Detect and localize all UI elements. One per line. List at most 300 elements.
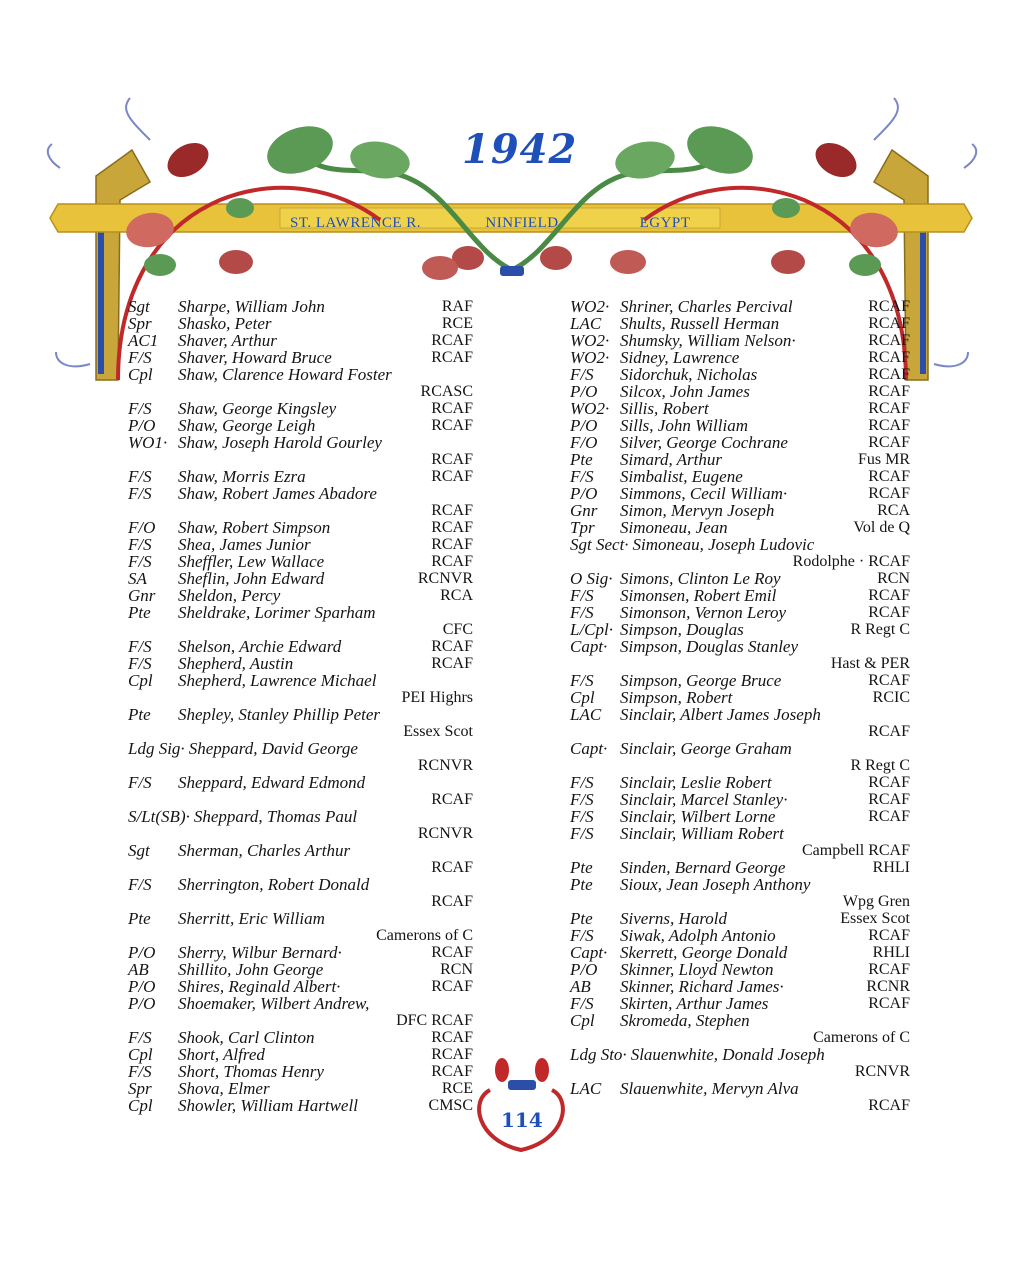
unit-continuation [128,621,473,638]
roll-entry [570,519,910,536]
rank: P/O [570,416,598,435]
roll-entry [570,638,910,655]
roll-entry [128,944,473,961]
unit: CMSC [428,1097,473,1114]
rank: Pte [128,705,151,724]
rank: F/S [570,773,594,792]
unit-continuation [128,1012,473,1029]
roll-entry [128,978,473,995]
roll-entry [570,298,910,315]
unit-continuation [128,893,473,910]
roll-entry [570,485,910,502]
rank: Capt· [570,739,608,758]
roll-entry [570,876,910,893]
rank: Gnr [128,586,156,605]
person-name: Simon, Mervyn Joseph [620,501,775,520]
person-name: Shepley, Stanley Phillip Peter [178,705,381,724]
roll-entry [128,332,473,349]
unit-continuation [570,1063,910,1080]
page-number: 114 [501,1108,543,1132]
unit: Camerons of C [376,927,473,944]
roll-entry [570,927,910,944]
person-name: Sinden, Bernard George [620,858,786,877]
rank: WO2· [570,331,610,350]
blue-tendril [874,98,898,140]
rank: O Sig· [570,569,613,588]
unit: RCN [877,570,910,587]
rank: F/S [128,535,152,554]
unit: RCAF [868,383,910,400]
unit: RCAF [868,995,910,1012]
rank: Sgt [128,841,150,860]
person-name: Shova, Elmer [178,1079,270,1098]
unit-continuation [128,825,473,842]
rank: Sgt Sect· [570,535,629,554]
unit: RCNVR [417,757,473,774]
unit: RCAF [868,808,910,825]
unit: Vol de Q [853,519,910,536]
roll-entry [570,621,910,638]
names-column-right [570,298,910,1114]
unit: RCAF [868,434,910,451]
rank: AB [128,960,149,979]
unit: RCAF [431,468,473,485]
person-name: Sheldrake, Lorimer Sparham [178,603,376,622]
person-name: Slauenwhite, Mervyn Alva [620,1079,799,1098]
unit-continuation [570,893,910,910]
person-name: Silcox, John James [620,382,750,401]
rank: Tpr [570,518,595,537]
blue-tendril [934,352,968,366]
person-name: Shasko, Peter [178,314,272,333]
roll-entry [570,706,910,723]
names-column-left [128,298,473,1114]
unit: RCA [877,502,910,519]
roll-entry [128,740,473,757]
unit: RHLI [872,944,910,961]
unit: RCAF [431,655,473,672]
person-name: Simard, Arthur [620,450,723,469]
unit-continuation [570,723,910,740]
unit: RCAF [868,315,910,332]
unit: RCAF [431,893,473,910]
roll-entry [128,536,473,553]
roll-entry [570,587,910,604]
rank: LAC [570,705,602,724]
person-name: Sheppard, Thomas Paul [193,807,358,826]
roll-entry [570,1046,910,1063]
person-name: Sidney, Lawrence [620,348,740,367]
person-name: Shillito, John George [178,960,324,979]
unit: RCAF [868,604,910,621]
rank: Spr [128,1079,152,1098]
green-leaf [226,198,254,218]
banner-text-1: ST. LAWRENCE R. [290,215,422,231]
person-name: Shaw, Robert Simpson [178,518,331,537]
roll-entry [570,570,910,587]
unit-continuation [128,689,473,706]
roll-entry [570,417,910,434]
roll-entry [570,825,910,842]
rank: F/S [128,1062,152,1081]
roll-entry [128,842,473,859]
unit: Fus MR [857,451,910,468]
person-name: Simbalist, Eugene [620,467,743,486]
unit: RCNVR [417,825,473,842]
person-name: Sills, John William [620,416,748,435]
person-name: Simpson, George Bruce [620,671,782,690]
person-name: Sioux, Jean Joseph Anthony [620,875,811,894]
person-name: Siverns, Harold [620,909,728,928]
unit-continuation [570,842,910,859]
unit-continuation [570,655,910,672]
rank: WO2· [570,297,610,316]
unit: RCIC [872,689,910,706]
rank: L/Cpl· [570,620,613,639]
roll-entry [128,434,473,451]
person-name: Sillis, Robert [620,399,709,418]
person-name: Sheldon, Percy [178,586,281,605]
roll-entry [128,808,473,825]
red-leaf [161,136,214,184]
roll-entry [128,1080,473,1097]
roll-entry [570,315,910,332]
red-leaf [219,250,253,274]
person-name: Short, Thomas Henry [178,1062,324,1081]
roll-entry [570,791,910,808]
roll-entry [570,1012,910,1029]
rank: F/S [128,1028,152,1047]
rank: F/S [128,552,152,571]
unit: Campbell RCAF [801,842,910,859]
person-name: Sherritt, Eric William [178,909,325,928]
unit: RCAF [431,859,473,876]
unit: RCAF [868,927,910,944]
rank: WO2· [570,399,610,418]
roll-entry [570,536,910,553]
roll-entry [570,944,910,961]
person-name: Shaw, George Kingsley [178,399,337,418]
roll-entry [128,774,473,791]
roll-entry [570,604,910,621]
rank: F/S [128,484,152,503]
rank: F/S [128,467,152,486]
person-name: Sinclair, Leslie Robert [620,773,772,792]
person-name: Sheppard, David George [188,739,358,758]
roll-entry [128,961,473,978]
unit-continuation [128,502,473,519]
roll-entry [128,553,473,570]
rank: AB [570,977,591,996]
roll-entry [128,570,473,587]
rank: SA [128,569,147,588]
rank: Pte [128,603,151,622]
unit: RCE [441,1080,473,1097]
roll-entry [128,1063,473,1080]
rank: F/S [570,603,594,622]
unit: RCAF [868,723,910,740]
rank: F/S [570,586,594,605]
roll-entry [570,468,910,485]
unit: RCAF [868,672,910,689]
person-name: Sidorchuk, Nicholas [620,365,758,384]
person-name: Simpson, Douglas [620,620,744,639]
rank: F/S [128,637,152,656]
person-name: Shook, Carl Clinton [178,1028,315,1047]
unit-continuation [128,723,473,740]
person-name: Shaver, Howard Bruce [178,348,332,367]
person-name: Shepherd, Austin [178,654,294,673]
person-name: Shires, Reginald Albert· [178,977,341,996]
unit: RCNR [866,978,910,995]
roll-entry [570,740,910,757]
unit: RCAF [868,485,910,502]
rank: P/O [570,484,598,503]
banner-text-2: NINFIELD [485,215,559,231]
rank: Spr [128,314,152,333]
red-leaf [540,246,572,270]
person-name: Shriner, Charles Percival [620,297,793,316]
person-name: Simmons, Cecil William· [620,484,788,503]
blue-tendril [964,144,976,168]
roll-entry [128,638,473,655]
unit-continuation [570,1097,910,1114]
person-name: Sheflin, John Edward [178,569,325,588]
unit: RCN [440,961,473,978]
rank: AC1 [128,331,159,350]
red-leaf [495,1058,509,1082]
roll-entry [128,995,473,1012]
unit: RCAF [431,791,473,808]
unit: RCAF [431,536,473,553]
unit-continuation [128,451,473,468]
person-name: Sinclair, Wilbert Lorne [620,807,776,826]
green-leaf [772,198,800,218]
roll-entry [128,587,473,604]
rank: F/S [128,654,152,673]
roll-entry [128,706,473,723]
rank: F/S [570,467,594,486]
person-name: Simons, Clinton Le Roy [620,569,781,588]
unit: RCAF [431,944,473,961]
unit: RCAF [431,1046,473,1063]
roll-entry [128,298,473,315]
rank: F/S [570,926,594,945]
person-name: Simpson, Robert [620,688,733,707]
person-name: Skinner, Richard James· [620,977,784,996]
person-name: Shaw, George Leigh [178,416,316,435]
unit: RCAF [868,366,910,383]
unit-continuation [570,1029,910,1046]
roll-entry [128,468,473,485]
unit: RCAF [868,349,910,366]
person-name: Simpson, Douglas Stanley [620,637,799,656]
roll-entry [128,519,473,536]
person-name: Silver, George Cochrane [620,433,788,452]
roll-entry [128,315,473,332]
unit: Essex Scot [840,910,910,927]
person-name: Simonsen, Robert Emil [620,586,777,605]
red-leaf [610,250,646,274]
vine-knot [500,266,524,276]
unit: RCAF [868,298,910,315]
banner-text-3: EGYPT [639,215,691,231]
unit: RCAF [431,1029,473,1046]
unit-continuation [128,927,473,944]
roll-entry [128,417,473,434]
rank: Ldg Sig· [128,739,185,758]
unit: PEI Highrs [401,689,473,706]
roll-entry [570,332,910,349]
roll-entry [128,655,473,672]
unit: RCNVR [417,570,473,587]
unit: RCAF [431,1063,473,1080]
roll-entry [128,876,473,893]
green-leaf [144,254,176,276]
rank: F/S [570,365,594,384]
rank: F/S [128,875,152,894]
rank: Pte [570,909,593,928]
roll-entry [570,434,910,451]
rank: Sgt [128,297,150,316]
unit: RCNVR [854,1063,910,1080]
roll-entry [128,485,473,502]
rank: F/S [570,994,594,1013]
person-name: Shaw, Clarence Howard Foster [178,365,392,384]
rank: Pte [570,875,593,894]
unit: RCA [440,587,473,604]
person-name: Skirten, Arthur James [620,994,769,1013]
roll-entry [570,366,910,383]
unit: RHLI [872,859,910,876]
unit: RCAF [431,553,473,570]
unit-continuation [128,383,473,400]
unit-continuation [128,757,473,774]
unit: Wpg Gren [842,893,910,910]
roll-entry [128,910,473,927]
unit: RCAF [431,519,473,536]
rank: F/O [128,518,156,537]
unit: RCAF [868,774,910,791]
unit: RCAF [868,332,910,349]
rank: F/S [128,348,152,367]
unit: RCAF [868,468,910,485]
unit: Camerons of C [813,1029,910,1046]
person-name: Shea, James Junior [178,535,311,554]
roll-entry [570,383,910,400]
unit: RCAF [431,349,473,366]
unit: DFC RCAF [396,1012,473,1029]
person-name: Siwak, Adolph Antonio [620,926,776,945]
roll-entry [570,961,910,978]
roll-entry [570,808,910,825]
rank: Capt· [570,943,608,962]
rank: P/O [128,977,156,996]
roll-entry [570,451,910,468]
person-name: Skinner, Lloyd Newton [620,960,774,979]
rank: LAC [570,1079,602,1098]
rank: F/S [128,773,152,792]
rank: F/S [570,671,594,690]
rank: Cpl [128,1045,153,1064]
roll-entry [128,672,473,689]
unit: RCAF [868,400,910,417]
person-name: Skerrett, George Donald [620,943,788,962]
unit: RCAF [868,961,910,978]
roll-entry [570,1080,910,1097]
person-name: Shaver, Arthur [178,331,277,350]
unit: RCAF [431,451,473,468]
red-leaf [809,136,862,184]
rank: Pte [570,858,593,877]
person-name: Shaw, Robert James Abadore [178,484,377,503]
unit: RCAF [431,332,473,349]
unit: CFC [442,621,473,638]
rank: Gnr [570,501,598,520]
person-name: Showler, William Hartwell [178,1096,358,1115]
person-name: Shults, Russell Herman [620,314,780,333]
rank: F/O [570,433,598,452]
unit: Hast & PER [830,655,910,672]
person-name: Slauenwhite, Donald Joseph [630,1045,825,1064]
person-name: Simoneau, Jean [620,518,728,537]
rank: Cpl [128,365,153,384]
rank: Cpl [570,688,595,707]
person-name: Shaw, Morris Ezra [178,467,306,486]
person-name: Skromeda, Stephen [620,1011,750,1030]
roll-entry [570,910,910,927]
unit-continuation [570,553,910,570]
person-name: Sherry, Wilbur Bernard· [178,943,342,962]
rank: F/S [570,824,594,843]
red-leaf [771,250,805,274]
unit: RAF [441,298,473,315]
person-name: Shumsky, William Nelson· [620,331,796,350]
person-name: Sherman, Charles Arthur [178,841,351,860]
rank: Cpl [128,671,153,690]
unit: RCAF [868,417,910,434]
roll-entry [570,689,910,706]
unit: RCAF [868,587,910,604]
person-name: Shoemaker, Wilbert Andrew, [178,994,370,1013]
person-name: Simoneau, Joseph Ludovic [632,535,815,554]
rank: Ldg Sto· [570,1045,627,1064]
roll-entry [570,672,910,689]
roll-entry [128,1097,473,1114]
roll-entry [128,349,473,366]
roll-entry [570,774,910,791]
rank: P/O [128,994,156,1013]
rank: Pte [570,450,593,469]
person-name: Sinclair, Albert James Joseph [620,705,821,724]
roll-entry [570,400,910,417]
unit: R Regt C [850,757,910,774]
roll-entry [128,1029,473,1046]
unit: RCAF [868,1097,910,1114]
person-name: Shepherd, Lawrence Michael [178,671,377,690]
unit: RCAF [431,638,473,655]
roll-entry [570,978,910,995]
unit: RCAF [868,791,910,808]
rank: Capt· [570,637,608,656]
person-name: Sherrington, Robert Donald [178,875,370,894]
roll-entry [128,604,473,621]
person-name: Sheppard, Edward Edmond [178,773,366,792]
rank: P/O [128,416,156,435]
person-name: Simonson, Vernon Leroy [620,603,787,622]
rank: P/O [128,943,156,962]
year-heading: 1942 [462,126,578,173]
